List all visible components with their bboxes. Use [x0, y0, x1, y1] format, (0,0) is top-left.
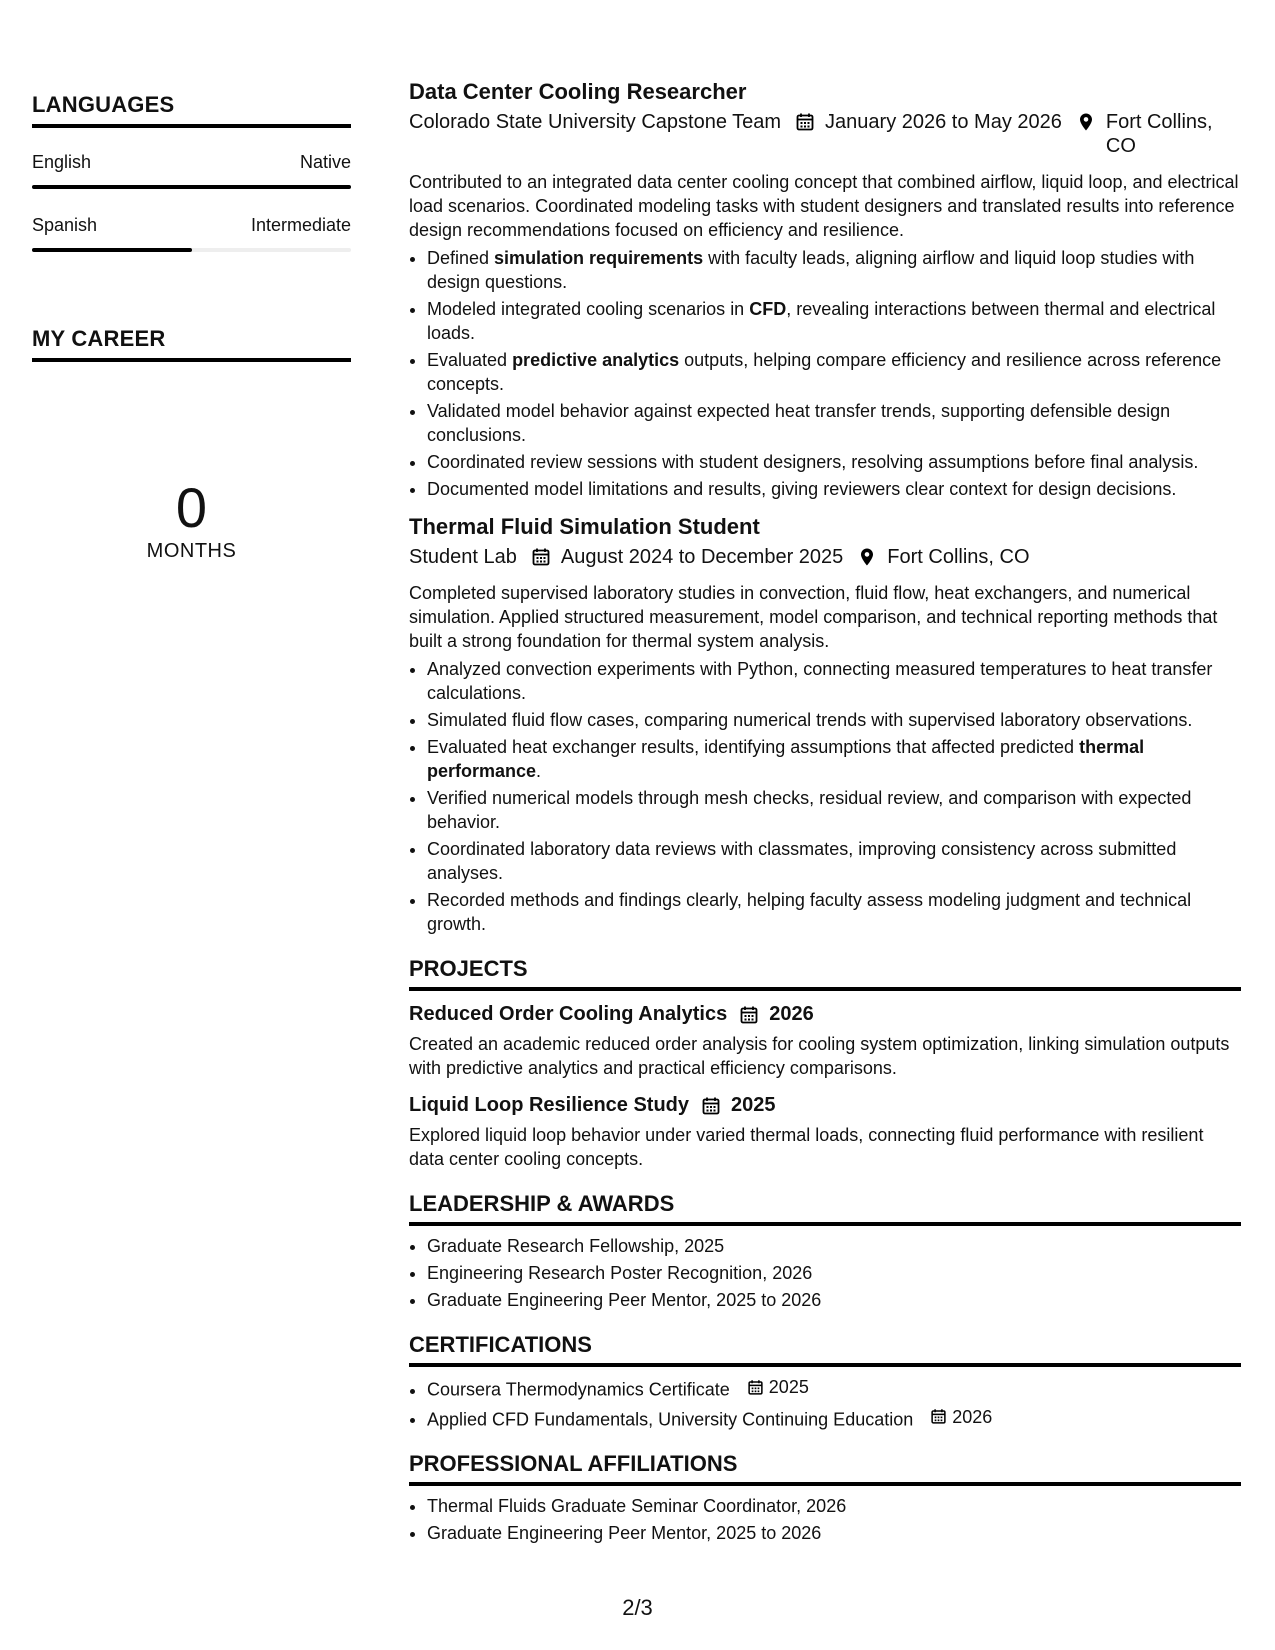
certification-year: 2026: [952, 1406, 993, 1427]
language-proficiency-bar: [32, 248, 351, 252]
list-item: • Coordinated review sessions with student designers, resolving assumptions before final analysis.: [427, 450, 1241, 474]
calendar-icon: [747, 1379, 764, 1396]
list-item: • Thermal Fluids Graduate Seminar Coordinator, 2026: [427, 1494, 1241, 1518]
list-item: • Analyzed convection experiments with Python, connecting measured temperatures to heat transfer calculations.: [427, 657, 1241, 705]
list-item: • Graduate Research Fellowship, 2025: [427, 1234, 1241, 1258]
job-location-text: Fort Collins, CO: [887, 546, 1030, 568]
certifications-heading: CERTIFICATIONS: [409, 1332, 1241, 1367]
project-title: Reduced Order Cooling Analytics: [409, 1003, 728, 1025]
list-item: [427, 1375, 1241, 1402]
career-heading: MY CAREER: [32, 326, 351, 362]
leadership-heading: LEADERSHIP & AWARDS: [409, 1191, 1241, 1226]
job-location-text: Fort Collins, CO: [1105, 111, 1213, 157]
calendar-icon: [701, 1096, 721, 1116]
job-bullets: [409, 657, 1241, 936]
job-description: Contributed to an integrated data center cooling concept that combined airflow, liquid loop, and electrical load scenarios. Coordinated modeling tasks with student designers and translated results into reference design recommendations focused on efficiency and resilience.: [409, 172, 1239, 240]
calendar-icon: [739, 1005, 759, 1025]
job-description: Completed supervised laboratory studies in convection, fluid flow, heat exchangers, and numerical simulation. Applied structured measurement, model comparison, and technical reporting methods that built a strong foundation for thermal system analysis.: [409, 583, 1218, 651]
career-months: [32, 476, 351, 563]
map-pin-icon: [1076, 112, 1096, 132]
list-item: • Validated model behavior against expected heat transfer trends, supporting defensible design conclusions.: [427, 399, 1241, 447]
language-name: Spanish: [32, 215, 98, 235]
certification-date: [747, 1375, 809, 1399]
job-dates: [531, 545, 843, 569]
language-item: [32, 215, 351, 252]
languages-heading: LANGUAGES: [32, 92, 351, 128]
certification-year: 2025: [768, 1377, 809, 1397]
leadership-list: [409, 1234, 1241, 1312]
job-dates: [795, 110, 1062, 134]
main-content: [409, 78, 1241, 1548]
calendar-icon: [795, 112, 815, 132]
job-dates-text: January 2026 to May 2026: [825, 111, 1062, 133]
language-proficiency-bar: [32, 185, 351, 189]
job-org: Student Lab: [409, 546, 517, 568]
list-item: [427, 1405, 1241, 1432]
list-item: • Evaluated heat exchanger results, identifying assumptions that affected predicted thermal performance.: [427, 735, 1241, 783]
list-item: • Graduate Engineering Peer Mentor, 2025 to 2026: [427, 1521, 1241, 1545]
page-number: 2/3: [622, 1595, 653, 1620]
list-item: • Simulated fluid flow cases, comparing numerical trends with supervised laboratory observations.: [427, 708, 1241, 732]
language-proficiency-fill: [32, 185, 351, 189]
certification-date: [930, 1405, 992, 1429]
affiliations-heading: PROFESSIONAL AFFILIATIONS: [409, 1451, 1241, 1486]
calendar-icon: [930, 1408, 947, 1425]
list-item: • Engineering Research Poster Recognition, 2026: [427, 1261, 1241, 1285]
job-title: Data Center Cooling Researcher: [409, 79, 747, 104]
career-months-value: 0: [175, 476, 208, 539]
project-item: [409, 1094, 1241, 1171]
language-item: [32, 152, 351, 189]
language-level: Native: [299, 152, 351, 172]
experience-item: [409, 513, 1241, 936]
certifications-list: [409, 1375, 1241, 1431]
career-months-label: MONTHS: [146, 540, 237, 562]
project-date: [701, 1094, 776, 1117]
project-year: 2025: [731, 1094, 776, 1116]
list-item: • Verified numerical models through mesh checks, residual review, and comparison with expected behavior.: [427, 786, 1241, 834]
list-item: • Graduate Engineering Peer Mentor, 2025 to 2026: [427, 1288, 1241, 1312]
job-title: Thermal Fluid Simulation Student: [409, 514, 760, 539]
affiliations-list: [409, 1494, 1241, 1545]
project-item: [409, 1003, 1241, 1080]
job-dates-text: August 2024 to December 2025: [560, 546, 844, 568]
list-item: • Recorded methods and findings clearly, helping faculty assess modeling judgment and technical growth.: [427, 888, 1241, 936]
experience-item: [409, 78, 1241, 501]
list-item: • Evaluated predictive analytics outputs, helping compare efficiency and resilience across reference concepts.: [427, 348, 1241, 396]
language-level: Intermediate: [250, 215, 351, 235]
job-meta: [409, 110, 1241, 158]
certification-name: Applied CFD Fundamentals, University Continuing Education: [427, 1409, 914, 1429]
list-item: • Modeled integrated cooling scenarios in CFD, revealing interactions between thermal and electrical loads.: [427, 297, 1241, 345]
language-proficiency-fill: [32, 248, 192, 252]
certification-name: Coursera Thermodynamics Certificate: [427, 1379, 730, 1400]
project-description: Explored liquid loop behavior under varied thermal loads, connecting fluid performance with resilient data center cooling concepts.: [409, 1125, 1204, 1169]
project-title: Liquid Loop Resilience Study: [409, 1094, 690, 1116]
map-pin-icon: [857, 547, 877, 567]
list-item: • Coordinated laboratory data reviews with classmates, improving consistency across submitted analyses.: [427, 837, 1241, 885]
project-date: [739, 1003, 814, 1026]
projects-heading: PROJECTS: [409, 956, 1241, 991]
job-location: [857, 545, 1029, 569]
list-item: • Defined simulation requirements with faculty leads, aligning airflow and liquid loop studies with design questions.: [427, 246, 1241, 294]
language-name: English: [32, 152, 92, 172]
sidebar: [32, 92, 351, 563]
list-item: • Documented model limitations and results, giving reviewers clear context for design decisions.: [427, 477, 1241, 501]
job-org: Colorado State University Capstone Team: [409, 111, 782, 133]
job-bullets: [409, 246, 1241, 501]
project-description: Created an academic reduced order analysis for cooling system optimization, linking simulation outputs with predictive analytics and practical efficiency comparisons.: [409, 1034, 1230, 1078]
job-meta: [409, 545, 1241, 569]
project-year: 2026: [769, 1003, 814, 1025]
job-location: [1076, 110, 1238, 158]
calendar-icon: [531, 547, 551, 567]
